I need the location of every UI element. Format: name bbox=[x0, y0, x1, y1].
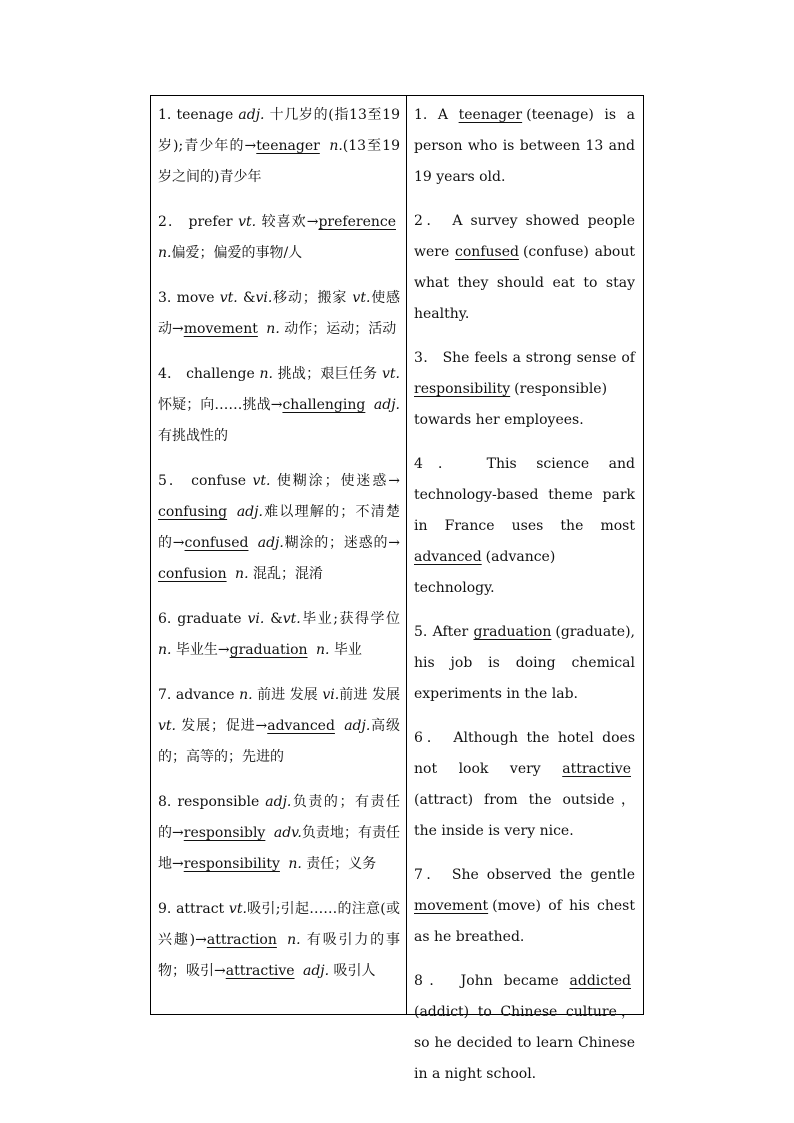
entry-text: (confuse) about what they should eat to stay healthy. bbox=[414, 244, 635, 322]
entry-text: 7． She observed the gentle bbox=[414, 867, 635, 883]
entry-text: 高级的；高等的；先进的 bbox=[158, 718, 400, 765]
word-entry-1 bbox=[158, 100, 400, 193]
part-of-speech: vt. bbox=[282, 611, 301, 627]
part-of-speech: vt. bbox=[238, 214, 257, 230]
entry-text: 8. responsible bbox=[158, 794, 266, 810]
sentence-entry-6 bbox=[414, 723, 635, 847]
word-entry-3 bbox=[158, 283, 400, 345]
entry-text: 4． challenge bbox=[158, 366, 260, 382]
word-entry-6 bbox=[158, 604, 400, 666]
entry-text: & bbox=[237, 290, 256, 306]
entry-text: (13至19岁之间的)青少年 bbox=[158, 138, 400, 185]
entry-text: 1. teenage bbox=[158, 107, 239, 123]
entry-text: (move) of his chest as he breathed. bbox=[414, 898, 635, 945]
part-of-speech: n. bbox=[259, 366, 273, 382]
entry-text: 毕业 bbox=[329, 642, 362, 658]
answer-word: graduation bbox=[473, 624, 552, 640]
entry-text: 移动；搬家 bbox=[272, 290, 353, 306]
word-entry-2 bbox=[158, 207, 400, 269]
entry-text: 6． Although the hotel does not look very bbox=[414, 730, 635, 777]
entry-text: 有挑战性的 bbox=[158, 428, 228, 444]
entry-text: 挑战；艰巨任务 bbox=[272, 366, 383, 382]
part-of-speech: adj. bbox=[344, 718, 371, 734]
answer-word: attractive bbox=[225, 963, 295, 979]
entry-text: (attract) from the outside， the inside is very nice. bbox=[414, 792, 635, 839]
word-entry-7 bbox=[158, 680, 400, 773]
part-of-speech: adj. bbox=[302, 963, 330, 979]
answer-word: responsibility bbox=[414, 381, 511, 397]
entry-text: 3. move bbox=[158, 290, 220, 306]
entry-text: 前进 发展 bbox=[339, 687, 401, 703]
entry-text: 十几岁的(指13至19岁);青少年的→ bbox=[158, 107, 400, 154]
sentence-entry-7 bbox=[414, 860, 635, 953]
entry-text: 偏爱；偏爱的事物/人 bbox=[171, 245, 303, 261]
answer-word: confused bbox=[455, 244, 519, 260]
word-entry-9 bbox=[158, 894, 400, 987]
sentence-entry-3 bbox=[414, 343, 635, 436]
part-of-speech: vi. bbox=[322, 687, 340, 703]
entry-text: 有吸引力的事物；吸引→ bbox=[158, 932, 401, 979]
answer-word: addicted bbox=[569, 973, 631, 989]
entry-text: 3． She feels a strong sense of bbox=[414, 350, 635, 366]
part-of-speech: vt. bbox=[252, 473, 271, 489]
sentence-entry-4 bbox=[414, 449, 635, 604]
entry-text: 1. A bbox=[414, 107, 459, 123]
answer-word: graduation bbox=[229, 642, 308, 658]
answer-word: attraction bbox=[206, 932, 277, 948]
answer-word: confused bbox=[184, 535, 249, 551]
part-of-speech: vi. bbox=[255, 290, 273, 306]
part-of-speech: adj. bbox=[373, 397, 401, 413]
answer-word: advanced bbox=[267, 718, 335, 734]
sentence-entry-1 bbox=[414, 100, 635, 193]
part-of-speech: n. bbox=[288, 856, 302, 872]
entry-text: 6. graduate bbox=[158, 611, 248, 627]
entry-text: 吸引;引起……的注意(或兴趣)→ bbox=[158, 901, 400, 948]
answer-word: responsibility bbox=[183, 856, 280, 872]
entry-text: 使糊涂；使迷惑→ bbox=[270, 473, 400, 489]
entry-text: (advance) technology. bbox=[414, 549, 556, 596]
entry-text: 前进 发展 bbox=[252, 687, 323, 703]
entry-text: 7. advance bbox=[158, 687, 240, 703]
entry-text: 责任；义务 bbox=[301, 856, 377, 872]
word-entry-8 bbox=[158, 787, 400, 880]
part-of-speech: adj. bbox=[238, 107, 265, 123]
entry-text: 难以理解的；不清楚的→ bbox=[158, 504, 401, 551]
entry-text: 负责的；有责任的→ bbox=[158, 794, 401, 841]
answer-word: teenager bbox=[458, 107, 523, 123]
answer-word: preference bbox=[318, 214, 396, 230]
entry-text: 2． A survey showed people were bbox=[414, 213, 635, 260]
part-of-speech: vt. bbox=[158, 718, 176, 734]
part-of-speech: adj. bbox=[257, 535, 284, 551]
entry-text: (responsible) towards her employees. bbox=[414, 381, 608, 428]
part-of-speech: adv. bbox=[273, 825, 302, 841]
sentence-entry-5 bbox=[414, 617, 635, 710]
part-of-speech: n. bbox=[158, 642, 172, 658]
part-of-speech: n. bbox=[287, 932, 301, 948]
entry-text: 2． prefer bbox=[158, 214, 239, 230]
entry-text: 9. attract bbox=[158, 901, 229, 917]
answer-word: challenging bbox=[282, 397, 366, 413]
answer-word: movement bbox=[183, 321, 258, 337]
part-of-speech: n. bbox=[235, 566, 249, 582]
entry-text: 糊涂的；迷惑的→ bbox=[283, 535, 401, 551]
entry-text: 怀疑；向……挑战→ bbox=[158, 397, 283, 413]
part-of-speech: n. bbox=[158, 245, 172, 261]
part-of-speech: vt. bbox=[352, 290, 371, 306]
entry-text: 发展；促进→ bbox=[176, 718, 268, 734]
entry-text: 5. After bbox=[414, 624, 474, 640]
part-of-speech: adj. bbox=[265, 794, 292, 810]
part-of-speech: vt. bbox=[228, 901, 247, 917]
part-of-speech: adj. bbox=[236, 504, 263, 520]
entry-text: 负责地；有责任地→ bbox=[158, 825, 401, 872]
answer-word: responsibly bbox=[183, 825, 266, 841]
sentence-entry-8 bbox=[414, 966, 635, 1090]
part-of-speech: n. bbox=[239, 687, 253, 703]
answer-word: movement bbox=[414, 898, 489, 914]
part-of-speech: vi. bbox=[247, 611, 265, 627]
entry-text: 动作；运动；活动 bbox=[279, 321, 397, 337]
entry-text: 8． John became bbox=[414, 973, 570, 989]
entry-text: 毕业;获得学位 bbox=[300, 611, 400, 627]
word-entry-4 bbox=[158, 359, 400, 452]
part-of-speech: n. bbox=[315, 642, 330, 658]
part-of-speech: vt. bbox=[219, 290, 238, 306]
part-of-speech: n. bbox=[266, 321, 280, 337]
word-entry-5 bbox=[158, 466, 400, 590]
entry-text: 5． confuse bbox=[158, 473, 253, 489]
answer-word: confusing bbox=[158, 504, 228, 520]
part-of-speech: n. bbox=[329, 138, 343, 154]
entry-text: 吸引人 bbox=[329, 963, 376, 979]
exercise-column bbox=[407, 96, 643, 1082]
sentence-entry-2 bbox=[414, 206, 635, 330]
vocabulary-table bbox=[150, 95, 644, 1082]
answer-word: attractive bbox=[562, 761, 631, 777]
answer-word: advanced bbox=[414, 549, 482, 565]
part-of-speech: vt. bbox=[382, 366, 401, 382]
entry-text: (teenage) is a person who is between 13 and 19 years old. bbox=[414, 107, 636, 185]
entry-text: & bbox=[264, 611, 283, 627]
entry-text: 使感动→ bbox=[158, 290, 401, 337]
answer-word: teenager bbox=[256, 138, 320, 154]
entry-text: 毕业生→ bbox=[171, 642, 230, 658]
entry-text: 较喜欢→ bbox=[256, 214, 319, 230]
answer-word: confusion bbox=[158, 566, 227, 582]
entry-text: 混乱；混淆 bbox=[248, 566, 323, 582]
entry-text: (graduate), his job is doing chemical experiments in the lab. bbox=[414, 624, 635, 702]
entry-text: (addict) to Chinese culture， so he decided to learn Chinese in a night school. bbox=[414, 1004, 635, 1082]
word-forms-column bbox=[151, 96, 407, 1014]
entry-text: 4． This science and technology-based theme park in France uses the most bbox=[414, 456, 635, 534]
